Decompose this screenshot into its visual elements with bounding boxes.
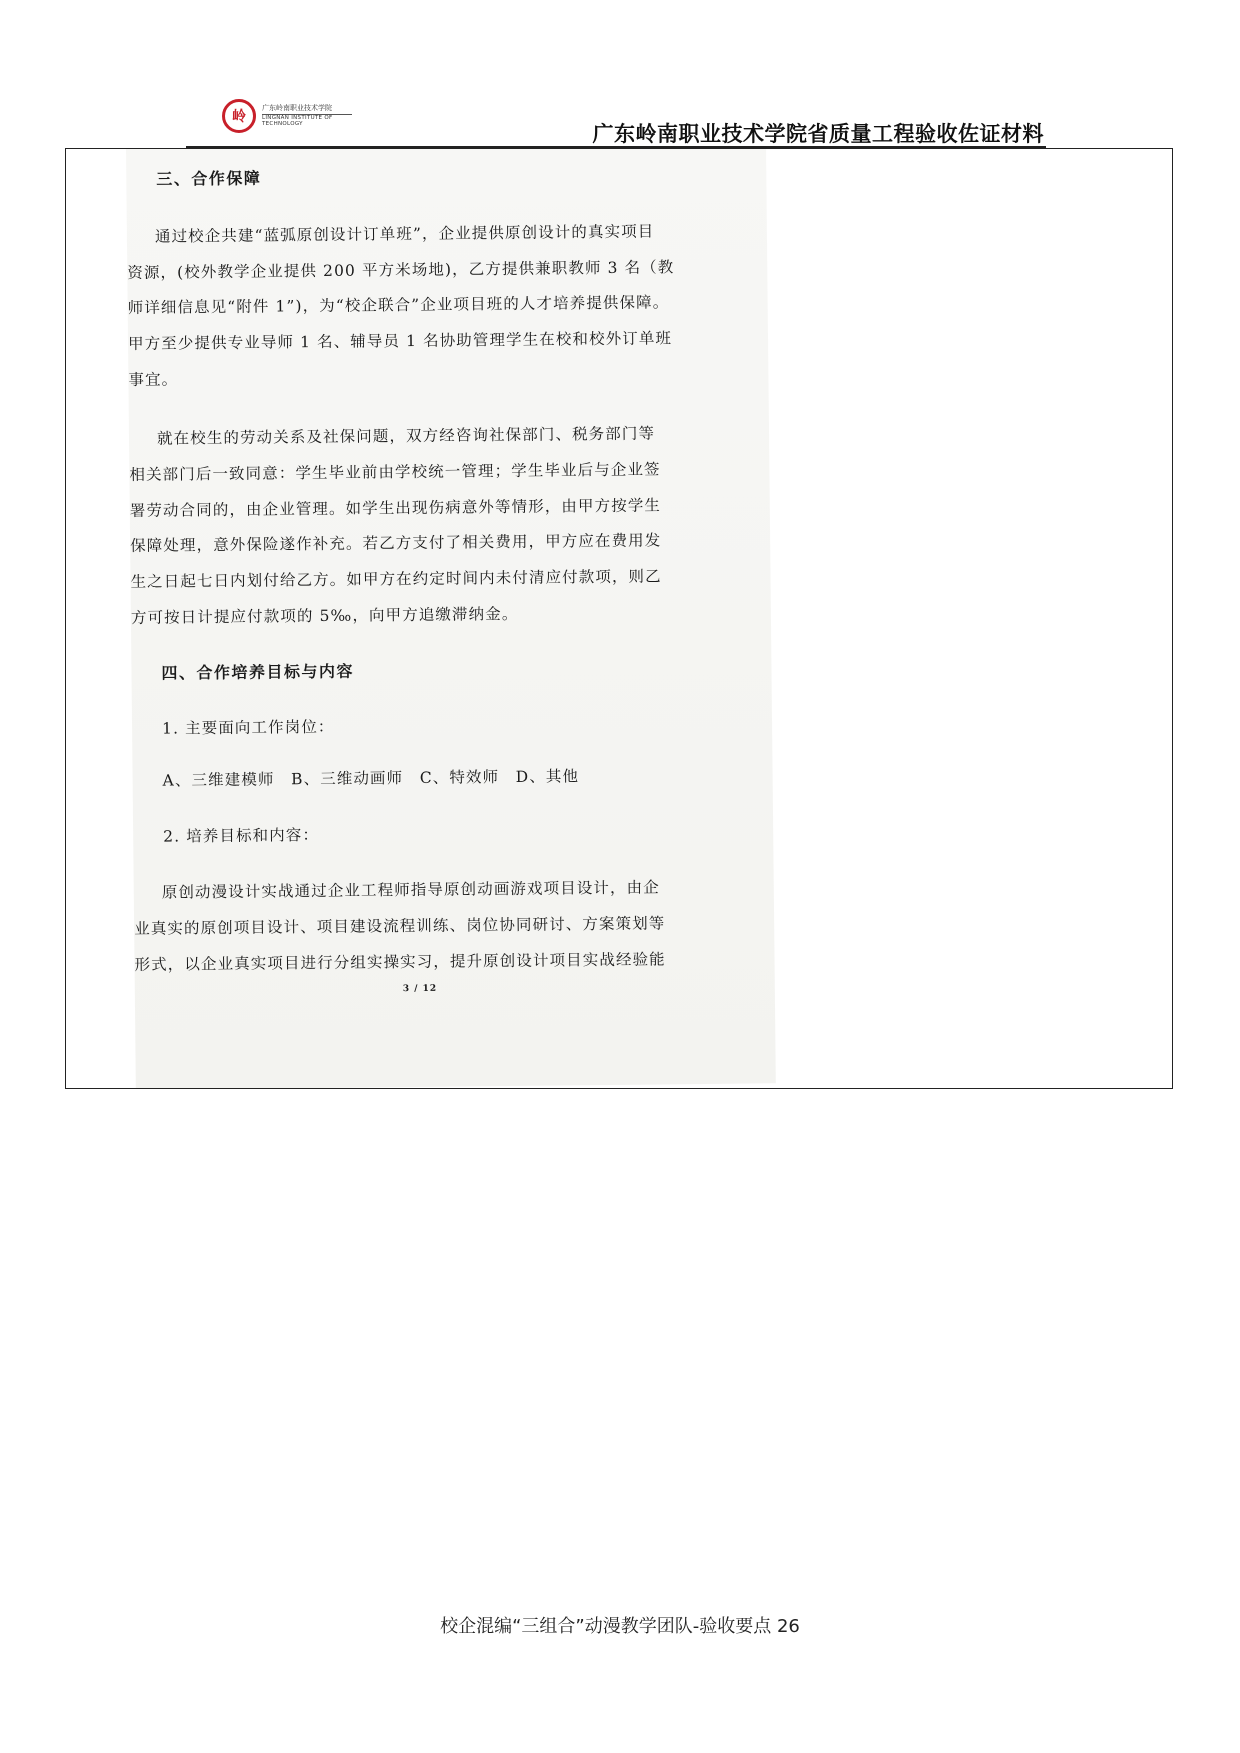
institute-seal-icon: 岭 — [222, 99, 256, 133]
paragraph-1-line: 事宜。 — [128, 370, 179, 389]
paragraph-1-line: 通过校企共建“蓝弧原创设计订单班”，企业提供原创设计的真实项目 — [154, 222, 655, 246]
scanned-page-number: 3 / 12 — [402, 983, 438, 995]
paragraph-2-line: 就在校生的劳动关系及社保问题，双方经咨询社保部门、税务部门等 — [156, 424, 656, 448]
paragraph-2-line: 生之日起七日内划付给乙方。如甲方在约定时间内未付清应付款项，则乙 — [130, 567, 662, 591]
document-header-title: 广东岭南职业技术学院省质量工程验收佐证材料 — [592, 122, 1044, 146]
paragraph-2-line: 署劳动合同的，由企业管理。如学生出现伤病意外等情形，由甲方按学生 — [129, 496, 662, 520]
scanned-page-frame — [65, 148, 1173, 1089]
logo-english-name: LINGNAN INSTITUTE OF TECHNOLOGY — [262, 114, 352, 127]
paragraph-3-line: 形式，以企业真实项目进行分组实操实习，提升原创设计项目实战经验能 — [134, 950, 666, 974]
list-item-1-options: A、三维建模师 B、三维动画师 C、特效师 D、其他 — [162, 767, 580, 790]
paragraph-1-line: 资源，(校外教学企业提供 200 平方米场地)，乙方提供兼职教师 3 名（教 — [127, 258, 675, 282]
paragraph-2-line: 方可按日计提应付款项的 5‰，向甲方追缴滞纳金。 — [130, 604, 519, 627]
paragraph-1-line: 师详细信息见“附件 1”)，为“校企联合”企业项目班的人才培养提供保障。 — [127, 293, 670, 317]
section-4-heading: 四、合作培养目标与内容 — [161, 661, 355, 683]
list-item-2: 2. 培养目标和内容： — [163, 826, 320, 846]
paragraph-2-line: 相关部门后一致同意：学生毕业前由学校统一管理；学生毕业后与企业签 — [129, 460, 661, 484]
list-item-1: 1. 主要面向工作岗位： — [161, 717, 335, 738]
document-footer: 校企混编“三组合”动漫教学团队-验收要点 26 — [440, 1616, 800, 1637]
paragraph-2-line: 保障处理，意外保险遂作补充。若乙方支付了相关费用，甲方应在费用发 — [130, 531, 662, 555]
paragraph-1-line: 甲方至少提供专业导师 1 名、辅导员 1 名协助管理学生在校和校外订单班 — [127, 329, 673, 353]
institute-logo — [222, 96, 352, 136]
logo-chinese-name: 广东岭南职业技术学院 — [262, 104, 332, 112]
paragraph-3-line: 业真实的原创项目设计、项目建设流程训练、岗位协同研讨、方案策划等 — [134, 914, 666, 938]
scanned-page — [126, 148, 776, 1089]
section-3-heading: 三、合作保障 — [156, 168, 262, 189]
paragraph-3-line: 原创动漫设计实战通过企业工程师指导原创动画游戏项目设计，由企 — [161, 878, 660, 902]
